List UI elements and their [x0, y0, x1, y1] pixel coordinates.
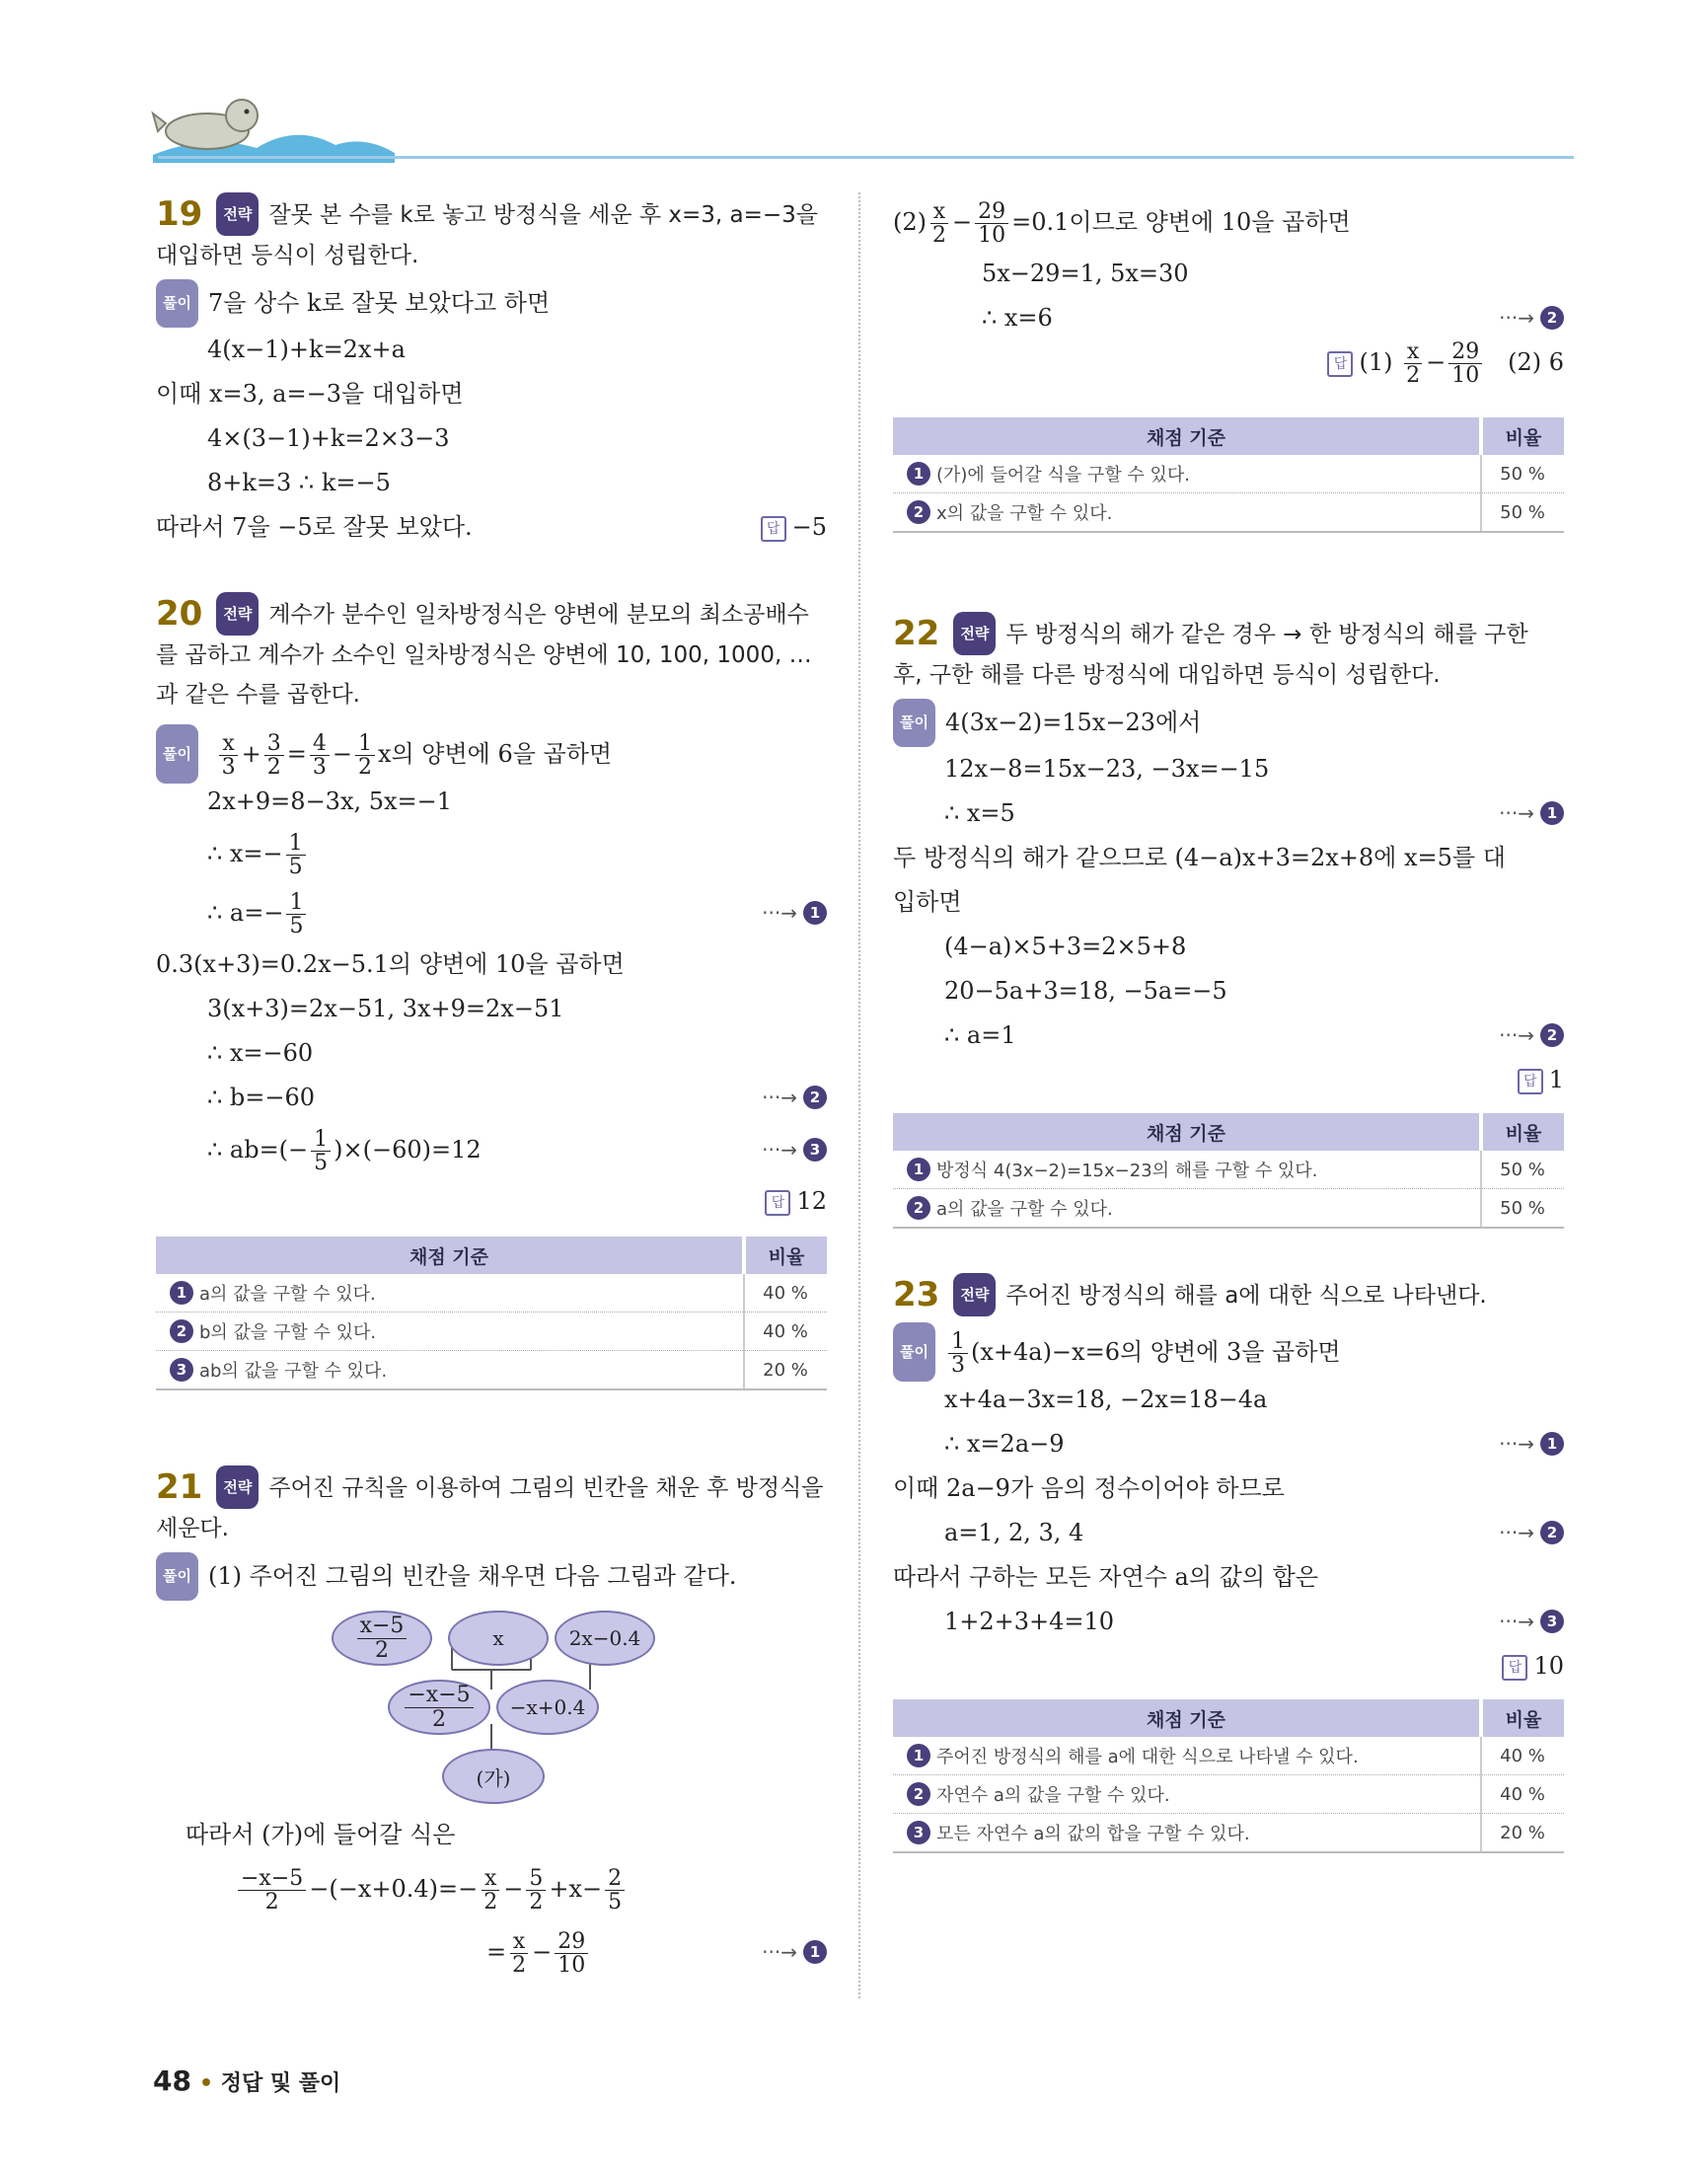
strategy-text: 23 전략 주어진 방정식의 해를 a에 대한 식으로 나타낸다. [893, 1275, 1487, 1314]
step-marker: ···→ 2 [1499, 296, 1564, 340]
problem-number: 22 [893, 614, 940, 653]
rate-header: 비율 [1481, 417, 1564, 455]
solution-line: 이때 x=3, a=−3을 대입하면 [156, 380, 464, 408]
table-row: 3 모든 자연수 a의 값의 합을 구할 수 있다. 20 % [893, 1814, 1564, 1853]
answer: 답 1 [1518, 1058, 1564, 1102]
table-row: 3 ab의 값을 구할 수 있다. 20 % [156, 1351, 827, 1390]
solution-line: a=1, 2, 3, 4 ···→ 2 [893, 1511, 1564, 1555]
solution-line: 따라서 구하는 모든 자연수 a의 값의 합은 [893, 1563, 1319, 1591]
criteria-header: 채점 기준 [893, 1113, 1481, 1151]
criteria-header: 채점 기준 [156, 1237, 744, 1274]
solution-line: ∴ x=2a−9 ···→ 1 [893, 1422, 1564, 1466]
grading-table [156, 1237, 827, 1390]
solution-line: 풀이 $\frac{x}{3}$ + $\frac{3}{2}$ = $\frac{4}{3}$ − $\frac{1}{2}$ x의 양변에 6을 곱하면 [156, 724, 827, 780]
answer-icon: 답 [1327, 351, 1353, 377]
page-number: 48 [153, 2064, 191, 2097]
table-row: 2 x의 값을 구할 수 있다. 50 % [893, 493, 1564, 533]
seal-mascot-icon [148, 94, 405, 163]
answer-line [156, 1179, 827, 1229]
solution-line: 2x+9=8−3x, 5x=−1 [207, 788, 453, 815]
strategy-badge: 전략 [216, 592, 259, 636]
table-row: 2 b의 값을 구할 수 있다. 40 % [156, 1313, 827, 1351]
step-marker: ···→ 2 [1499, 1511, 1564, 1555]
solution-line: 4(x−1)+k=2x+a [207, 336, 406, 363]
solution-line: 0.3(x+3)=0.2x−5.1의 양변에 10을 곱하면 [156, 950, 625, 978]
answer: 답 10 [1502, 1644, 1564, 1688]
page-footer: 48 • 정답 및 풀이 [153, 2064, 341, 2097]
solution-badge: 풀이 [893, 1322, 935, 1382]
solution-line: ∴ ab=(− $\frac{1}{5}$ )×(−60)=12 ···→ 3 [156, 1120, 827, 1179]
answer-icon: 답 [1518, 1069, 1543, 1094]
table-row: 1 a의 값을 구할 수 있다. 40 % [156, 1274, 827, 1313]
diagram-node: −x+0.4 [496, 1680, 599, 1735]
solution-line: 3(x+3)=2x−51, 3x+9=2x−51 [207, 995, 564, 1022]
solution-line: (4−a)×5+3=2×5+8 [944, 933, 1187, 960]
table-row: 2 자연수 a의 값을 구할 수 있다. 40 % [893, 1775, 1564, 1814]
solution-line: 5x−29=1, 5x=30 [982, 260, 1189, 287]
answer-icon: 답 [761, 516, 786, 542]
footer-title: 정답 및 풀이 [220, 2071, 341, 2096]
answer: 답 (1) $\frac{x}{2}$ − $\frac{29}{10}$ (2) 6 [1327, 340, 1564, 387]
solution-line: $\frac{-x-5}{2}$ −(−x+0.4)=− $\frac{x}{2}$ − $\frac{5}{2}$ +x− $\frac{2}{5}$ [156, 1857, 827, 1920]
strategy-text: 19 전략 잘못 본 수를 k로 놓고 방정식을 세운 후 x=3, a=−3을 대입하면 등식이 성립한다. [156, 194, 819, 268]
criteria-header: 채점 기준 [893, 1699, 1481, 1737]
solution-line: 따라서 7을 −5로 잘못 보았다. 답 −5 [156, 505, 827, 550]
diagram-node: $\frac{-x-5}{2}$ [388, 1680, 490, 1735]
answer-icon: 답 [1502, 1655, 1527, 1681]
criteria-header: 채점 기준 [893, 417, 1481, 455]
answer-icon: 답 [765, 1190, 790, 1216]
step-marker: ···→ 1 [1499, 1422, 1564, 1466]
step-marker: ···→ 1 [1499, 791, 1564, 836]
solution-line: 풀이 (1) 주어진 그림의 빈칸을 채우면 다음 그림과 같다. [156, 1552, 827, 1601]
grading-table [893, 1699, 1564, 1853]
problem-23 [893, 1273, 1564, 1853]
solution-line: 20−5a+3=18, −5a=−5 [944, 977, 1227, 1005]
solution-badge: 풀이 [893, 699, 935, 747]
table-row: 1 주어진 방정식의 해를 a에 대한 식으로 나타낼 수 있다. 40 % [893, 1737, 1564, 1775]
solution-line: (2) $\frac{x}{2}$ − $\frac{29}{10}$ =0.1이므로 양변에 10을 곱하면 [893, 198, 1351, 248]
strategy-text: 22 전략 두 방정식의 해가 같은 경우 → 한 방정식의 해를 구한 후, 구한 해를 다른 방정식에 대입하면 등식이 성립한다. [893, 614, 1528, 688]
column-divider [858, 192, 860, 1998]
solution-line: x+4a−3x=18, −2x=18−4a [944, 1386, 1268, 1413]
strategy-text: 20 전략 계수가 분수인 일차방정식은 양변에 분모의 최소공배수를 곱하고 계수가 소수인 일차방정식은 양변에 10, 100, 1000, …과 같은 수를 곱한다. [156, 594, 812, 708]
step-marker: ···→ 3 [762, 1120, 827, 1179]
solution-line: 따라서 (가)에 들어갈 식은 [186, 1821, 456, 1848]
rate-header: 비율 [1481, 1699, 1564, 1737]
problem-19 [156, 192, 827, 550]
problem-21 [156, 1465, 827, 1984]
solution-line: 풀이 4(3x−2)=15x−23에서 [893, 699, 1564, 747]
solution-line: 1+2+3+4=10 ···→ 3 [893, 1600, 1564, 1644]
rate-header: 비율 [744, 1237, 827, 1274]
solution-line: ∴ a=− $\frac{1}{5}$ ···→ 1 [156, 883, 827, 942]
problem-22 [893, 612, 1564, 1229]
problem-number: 19 [156, 194, 203, 234]
solution-line: 입하면 [893, 888, 962, 916]
solution-line: 두 방정식의 해가 같으므로 (4−a)x+3=2x+8에 x=5를 대 [893, 844, 1506, 871]
solution-line: 8+k=3 ∴ k=−5 [207, 469, 391, 496]
solution-line: 이때 2a−9가 음의 정수이어야 하므로 [893, 1474, 1285, 1502]
diagram-node: x [448, 1611, 549, 1666]
diagram-node: 2x−0.4 [555, 1611, 655, 1666]
step-marker: ···→ 2 [1499, 1013, 1564, 1058]
answer-line [893, 340, 1564, 400]
grading-table [893, 1113, 1564, 1229]
strategy-badge: 전략 [216, 1465, 259, 1509]
answer-line [893, 1644, 1564, 1691]
step-marker: ···→ 2 [762, 1076, 827, 1120]
step-marker: ···→ 1 [762, 1920, 827, 1984]
solution-line: ∴ x=5 ···→ 1 [893, 791, 1564, 836]
solution-line: 4×(3−1)+k=2×3−3 [207, 424, 450, 452]
solution-line: ∴ x=−60 [207, 1039, 314, 1067]
strategy-badge: 전략 [953, 1273, 996, 1316]
solution-line: 12x−8=15x−23, −3x=−15 [944, 755, 1270, 783]
solution-badge: 풀이 [156, 279, 198, 328]
problem-20 [156, 592, 827, 1390]
solution-line: ∴ b=−60 ···→ 2 [156, 1076, 827, 1120]
problem-number: 20 [156, 594, 203, 634]
problem-21-continued [893, 192, 1564, 533]
rate-header: 비율 [1481, 1113, 1564, 1151]
header-rule [158, 156, 1574, 159]
step-marker: ···→ 1 [762, 883, 827, 942]
solution-line: 풀이 7을 상수 k로 잘못 보았다고 하면 [156, 279, 827, 328]
answer: 답 −5 [761, 505, 827, 550]
solution-badge: 풀이 [156, 1552, 198, 1601]
solution-line: 풀이 $\frac{1}{3}$ (x+4a)−x=6의 양변에 3을 곱하면 [893, 1322, 1564, 1378]
solution-line: ∴ x=6 ···→ 2 [893, 296, 1564, 340]
problem-number: 23 [893, 1275, 940, 1314]
rule-diagram [156, 1601, 827, 1813]
table-row: 1 (가)에 들어갈 식을 구할 수 있다. 50 % [893, 455, 1564, 493]
answer: 답 12 [765, 1179, 827, 1224]
grading-table [893, 417, 1564, 533]
strategy-badge: 전략 [216, 192, 259, 236]
solution-line: = $\frac{x}{2}$ − $\frac{29}{10}$ ···→ 1 [156, 1920, 827, 1984]
answer-line [893, 1058, 1564, 1105]
table-row: 2 a의 값을 구할 수 있다. 50 % [893, 1189, 1564, 1229]
strategy-badge: 전략 [953, 612, 996, 655]
solution-badge: 풀이 [156, 724, 198, 784]
problem-number: 21 [156, 1467, 203, 1507]
step-marker: ···→ 3 [1499, 1600, 1564, 1644]
solution-line: ∴ a=1 ···→ 2 [893, 1013, 1564, 1058]
diagram-node: $\frac{x-5}{2}$ [332, 1611, 432, 1666]
diagram-node: (가) [442, 1749, 545, 1804]
strategy-text: 21 전략 주어진 규칙을 이용하여 그림의 빈칸을 채운 후 방정식을 세운다. [156, 1467, 824, 1541]
solution-line: ∴ x=− $\frac{1}{5}$ [156, 824, 827, 883]
table-row: 1 방정식 4(3x−2)=15x−23의 해를 구할 수 있다. 50 % [893, 1151, 1564, 1189]
page-header [148, 94, 1574, 163]
